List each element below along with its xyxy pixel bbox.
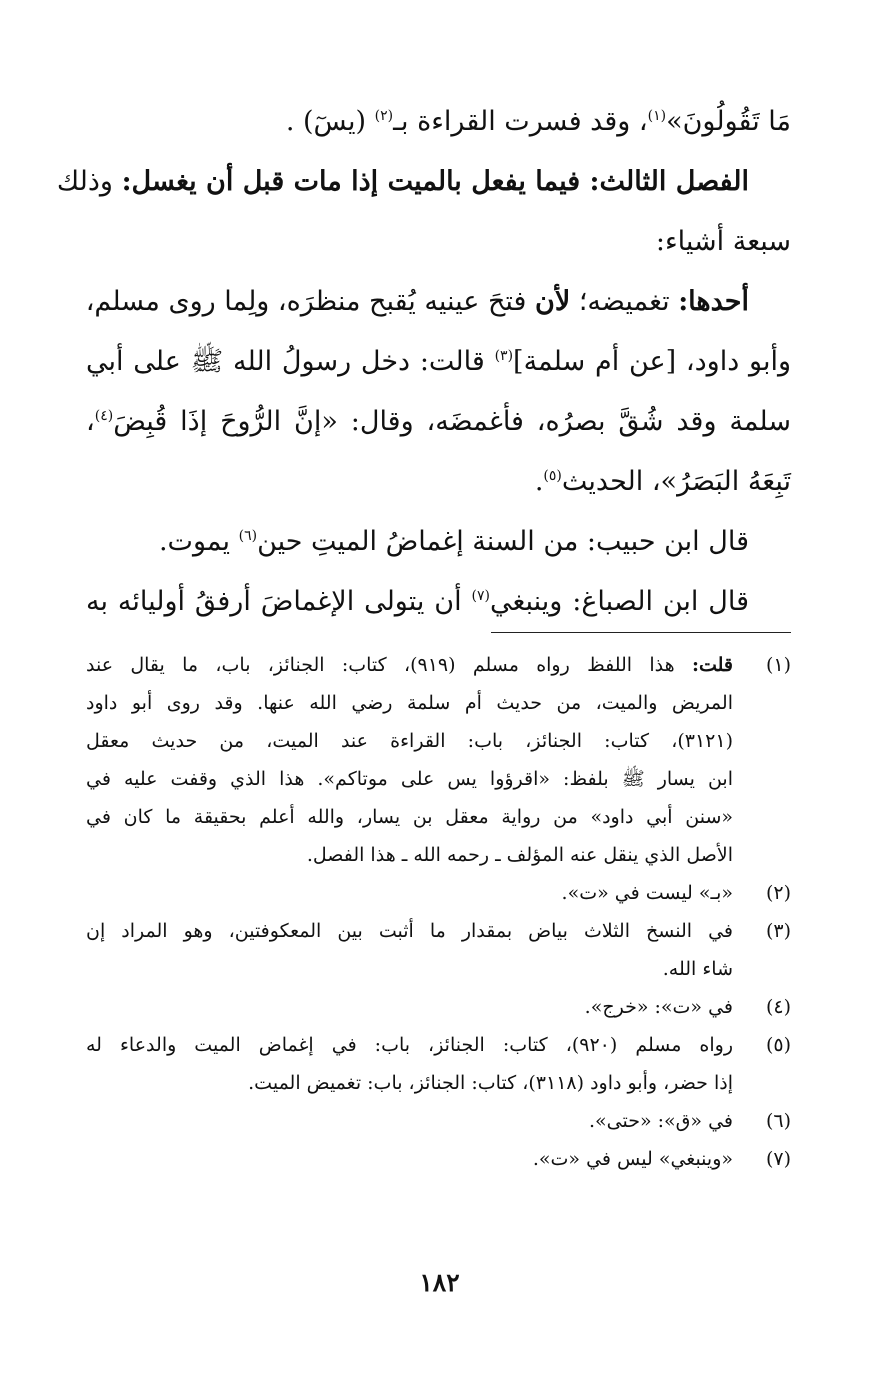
text-line	[86, 92, 791, 152]
footnote	[86, 1140, 791, 1178]
footnote	[86, 1026, 791, 1102]
text-segment: وذلك	[56, 166, 122, 197]
footnote-line: (٣١٢١)، كتاب: الجنائز، باب: القراءة عند الميت، من حديث معقل	[86, 730, 733, 752]
footnote-line: في النسخ الثلاث بياض بمقدار ما أثبت بين المعكوفتين، وهو المراد إن	[86, 920, 733, 942]
text-line	[86, 392, 791, 452]
footnote-line: في «ت»: «خرج».	[584, 996, 733, 1018]
footnote-line: رواه مسلم (٩٢٠)، كتاب: الجنائز، باب: في إغماض الميت والدعاء له	[86, 1034, 733, 1056]
footnote-line: شاء الله.	[662, 958, 733, 980]
footnote-number: (٤)	[765, 996, 791, 1018]
text-segment: قال ابن الصباغ: وينبغي	[489, 586, 750, 617]
footnotes	[86, 646, 791, 1178]
text-segment: سلمة وقد شُقَّ بصرُه، فأغمضَه، وقال: «إنَّ الرُّوحَ إذَا قُبِضَ	[113, 406, 791, 437]
footnote-ref: (٣)	[494, 348, 514, 364]
text-segment: تغميضه؛	[570, 286, 679, 317]
footnote-line	[86, 646, 733, 684]
main-text	[56, 92, 791, 632]
footnote-line: إذا حضر، وأبو داود (٣١١٨)، كتاب: الجنائز، باب: تغميض الميت.	[248, 1072, 733, 1094]
footnote	[86, 874, 791, 912]
footnote-number: (٧)	[765, 1148, 791, 1170]
footnote-line: المريض والميت، من حديث أم سلمة رضي الله عنها. وقد روى أبو داود	[86, 692, 733, 714]
bold-term: لأن	[535, 286, 571, 317]
bold-term: أحدها:	[678, 286, 749, 317]
footnote-ref: (١)	[647, 108, 667, 124]
footnote-line: «سنن أبي داود» من رواية معقل بن يسار، والله أعلم بحقيقة ما كان في	[86, 806, 733, 828]
text-segment: تَبِعَهُ البَصَرُ»، الحديث	[561, 466, 791, 497]
footnote	[86, 1102, 791, 1140]
text-segment: (يسٓ) .	[285, 106, 375, 137]
footnote-ref: (٥)	[543, 468, 562, 484]
footnote-number: (٥)	[765, 1034, 791, 1056]
footnote	[86, 646, 791, 874]
text-segment: ، وقد فسرت القراءة بـ	[393, 106, 648, 137]
footnote-ref: (٢)	[374, 108, 394, 124]
footnote-line: الأصل الذي ينقل عنه المؤلف ـ رحمه الله ـ هذا الفصل.	[306, 844, 733, 866]
footnote-ref: (٦)	[238, 528, 258, 544]
text-segment: سبعة أشياء:	[655, 226, 791, 257]
section-heading: الفصل الثالث: فيما يفعل بالميت إذا مات قبل أن يغسل:	[121, 166, 749, 197]
footnote	[86, 912, 791, 988]
footnote-line: في «ق»: «حتى».	[589, 1110, 733, 1132]
text-segment: هذا اللفظ رواه مسلم (٩١٩)، كتاب: الجنائز، باب، ما يقال عند	[86, 654, 692, 676]
text-segment: .	[534, 466, 544, 497]
text-segment: قالت: دخل رسولُ الله ﷺ على أبي	[86, 346, 495, 377]
text-segment: ،	[86, 406, 95, 437]
text-segment: قال ابن حبيب: من السنة إغماضُ الميتِ حين	[257, 526, 749, 557]
text-line	[86, 332, 791, 392]
text-segment: فتحَ عينيه يُقبح منظرَه، ولِما روى مسلم،	[85, 286, 536, 317]
footnote-number: (٦)	[765, 1110, 791, 1132]
footnote-line: «وينبغي» ليس في «ت».	[532, 1148, 733, 1170]
text-line	[86, 512, 791, 572]
footnote-number: (٢)	[765, 882, 791, 904]
text-segment: وأبو داود، [عن أم سلمة]	[513, 346, 791, 377]
footnote-ref: (٤)	[94, 408, 114, 424]
footnote	[86, 988, 791, 1026]
bold-term: قلت:	[691, 654, 733, 676]
text-segment: يموت.	[158, 526, 239, 557]
section-heading-line	[56, 152, 791, 212]
footnote-separator	[491, 632, 791, 633]
footnote-number: (١)	[765, 654, 791, 676]
footnote-ref: (٧)	[471, 588, 490, 604]
text-line	[86, 572, 791, 632]
text-line	[86, 452, 791, 512]
text-segment: مَا تَقُولُونَ»	[666, 106, 791, 137]
text-line	[86, 212, 791, 272]
text-line	[86, 272, 791, 332]
text-segment: أن يتولى الإغماضَ أرفقُ أوليائه به	[86, 586, 472, 617]
footnote-number: (٣)	[765, 920, 791, 942]
footnote-line: ابن يسار ﷺ بلفظ: «اقرؤوا يس على موتاكم». هذا الذي وقفت عليه في	[86, 768, 733, 790]
page-number: ١٨٢	[419, 1268, 460, 1297]
footnote-line: «بـ» ليست في «ت».	[561, 882, 733, 904]
